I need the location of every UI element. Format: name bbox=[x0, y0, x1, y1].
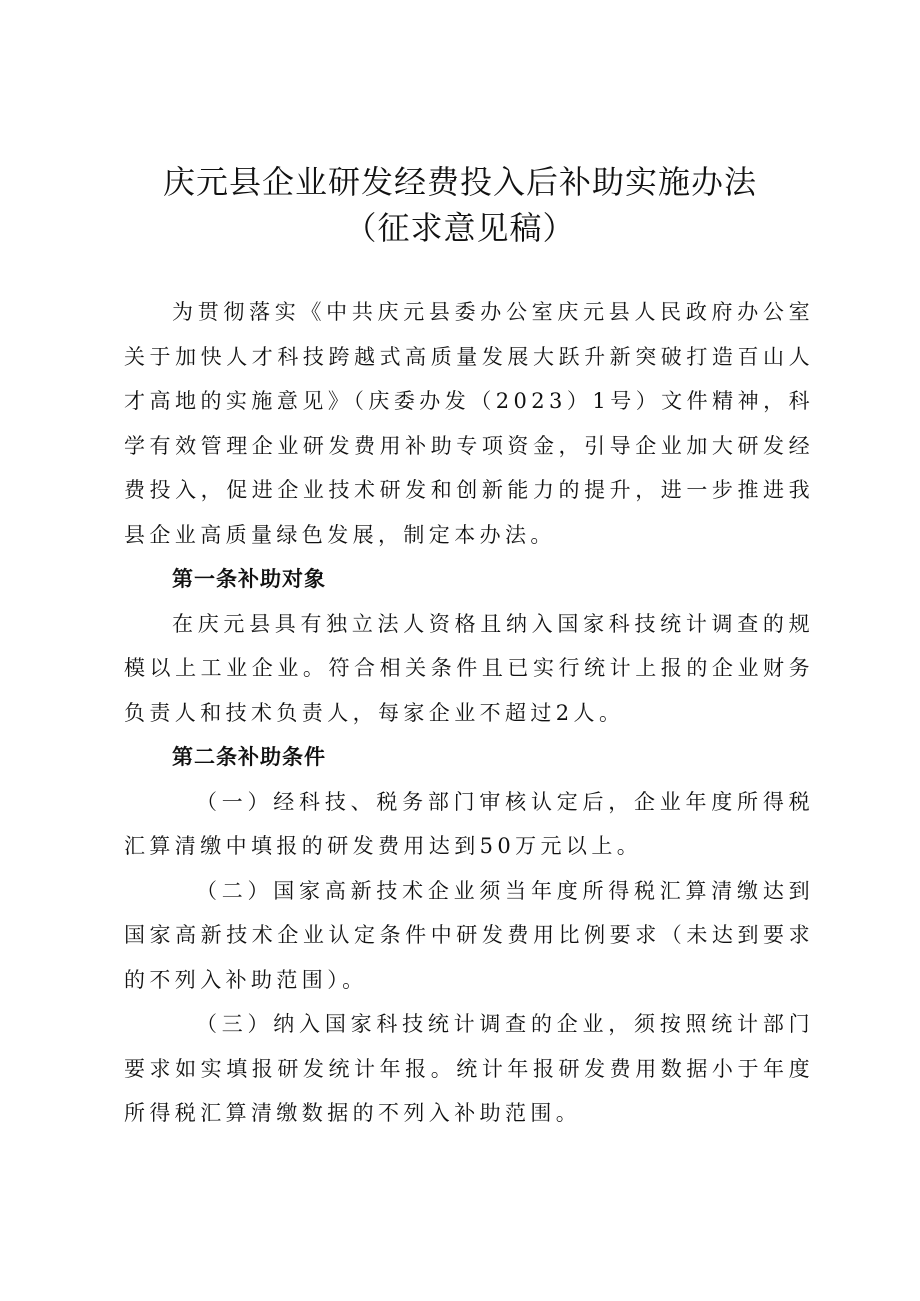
document-subtitle: （征求意见稿） bbox=[344, 209, 576, 247]
article-1-heading: 第一条补助对象 bbox=[172, 567, 326, 591]
article-2-item-1: （一）经科技、税务部门审核认定后，企业年度所得税汇算清缴中填报的研发费用达到50万元以上。 bbox=[124, 789, 814, 858]
document-title: 庆元县企业研发经费投入后补助实施办法 bbox=[162, 163, 757, 201]
article-1-text: 在庆元县具有独立法人资格且纳入国家科技统计调查的规模以上工业企业。符合相关条件且已实行统计上报的企业财务负责人和技术负责人，每家企业不超过2人。 bbox=[124, 611, 814, 725]
article-2-heading: 第二条补助条件 bbox=[172, 745, 326, 769]
article-2-item-2: （二）国家高新技术企业须当年度所得税汇算清缴达到国家高新技术企业认定条件中研发费用比例要求（未达到要求的不列入补助范围）。 bbox=[124, 878, 814, 992]
article-2-item-3: （三）纳入国家科技统计调查的企业，须按照统计部门要求如实填报研发统计年报。统计年报研发费用数据小于年度所得税汇算清缴数据的不列入补助范围。 bbox=[124, 1012, 814, 1125]
document-body bbox=[124, 290, 814, 1136]
intro-paragraph: 为贯彻落实《中共庆元县委办公室庆元县人民政府办公室关于加快人才科技跨越式高质量发展大跃升新突破打造百山人才高地的实施意见》（庆委办发（2023）1号）文件精神，科学有效管理企业研发费用补助专项资金，引导企业加大研发经费投入，促进企业技术研发和创新能力的提升，进一步推进我县企业高质量绿色发展，制定本办法。 bbox=[124, 300, 814, 547]
